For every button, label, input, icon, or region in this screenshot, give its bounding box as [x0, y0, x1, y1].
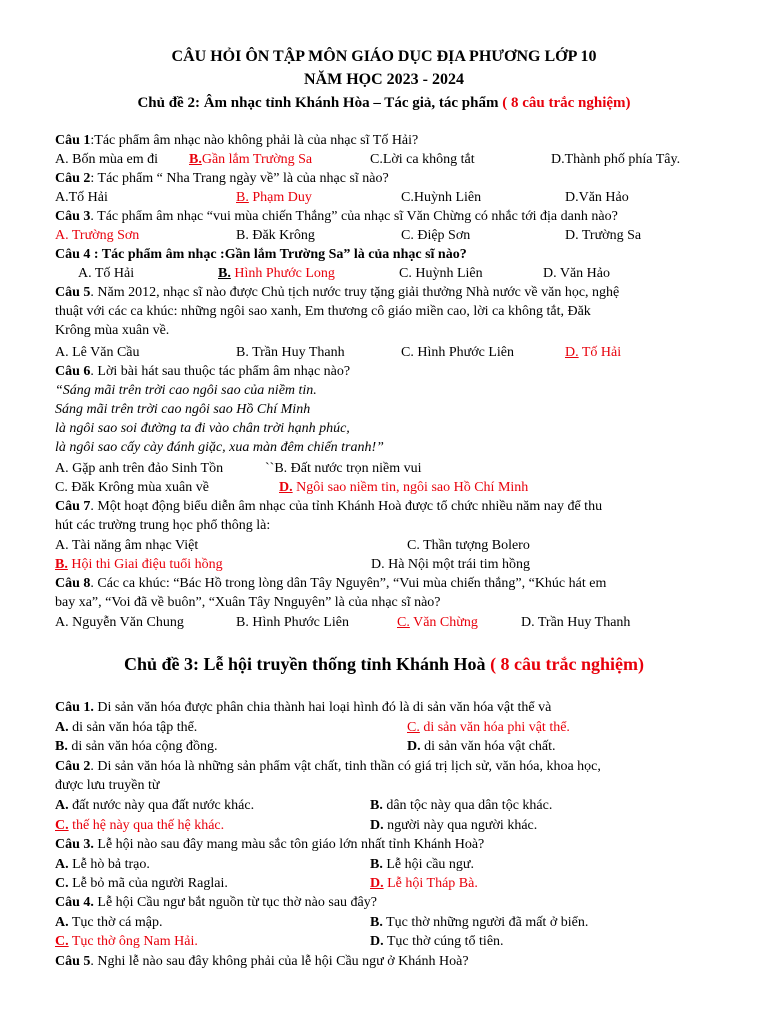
- option-a: A. Tài năng âm nhạc Việt: [55, 538, 199, 553]
- option-d-correct: [565, 343, 621, 362]
- question: [55, 131, 418, 150]
- option-a: A. Nguyễn Văn Chung: [55, 615, 184, 630]
- question-label: Câu 7: [55, 499, 91, 514]
- question-text: . Năm 2012, nhạc sĩ nào được Chủ tịch nước truy tặng giải thưởng Nhà nước về văn học, nghệ: [90, 285, 620, 300]
- question-text: :Tác phẩm âm nhạc nào không phải là của nhạc sĩ Tố Hải?: [90, 133, 419, 148]
- topic-2-heading: [0, 93, 768, 113]
- topic-3-title: Chủ đề 3: Lễ hội truyền thống tỉnh Khánh Hoà: [123, 654, 491, 674]
- option-letter: C.: [407, 720, 420, 735]
- option-text: Tục thờ những người đã mất ở biển.: [382, 915, 589, 930]
- question-text-cont: hút các trường trung học phổ thông là:: [55, 518, 271, 533]
- option-letter: B.: [55, 557, 68, 572]
- option-b: [370, 855, 474, 874]
- question: [55, 835, 484, 854]
- option-a: A. Lê Văn Cầu: [55, 345, 140, 360]
- question-text: . Tác phẩm âm nhạc “vui mùa chiến Thắng” của nhạc sĩ Văn Chừng có nhắc tới địa danh nào?: [90, 209, 618, 224]
- question-text: . Di sản văn hóa là những sản phẩm vật chất, tinh thần có giá trị lịch sử, văn hóa, khoa học,: [90, 759, 601, 774]
- option-text: Lễ hò bả trạo.: [68, 857, 150, 872]
- question-label: Câu 3: [55, 209, 91, 224]
- option-c: C. Thần tượng Bolero: [407, 538, 530, 553]
- option-letter: D.: [279, 480, 293, 495]
- option-text: di sản văn hóa tập thể.: [68, 720, 198, 735]
- question-text: . Lời bài hát sau thuộc tác phẩm âm nhạc nào?: [90, 364, 351, 379]
- option-letter: B.: [236, 190, 249, 205]
- school-year: NĂM HỌC 2023 - 2024: [304, 71, 464, 88]
- option-d: [370, 816, 537, 835]
- question-label: Câu 2: [55, 171, 91, 186]
- option-text: dân tộc này qua dân tộc khác.: [382, 798, 553, 813]
- option-text: Hình Phước Long: [230, 266, 335, 281]
- topic-3-heading: [0, 653, 768, 675]
- question: [55, 169, 389, 188]
- option-c: C. Đăk Krông mùa xuân về: [55, 480, 209, 495]
- topic-2-title: Chủ đề 2: Âm nhạc tỉnh Khánh Hòa – Tác giả, tác phẩm: [137, 95, 503, 111]
- question-label: Câu 2: [55, 759, 91, 774]
- option-b: B. Trần Huy Thanh: [236, 345, 345, 360]
- question-label: Câu 1: [55, 133, 91, 148]
- question: [55, 497, 602, 516]
- question-text: Di sản văn hóa được phân chia thành hai loại hình đó là di sản văn hóa vật thể và: [93, 700, 552, 715]
- option-letter: C.: [55, 818, 69, 833]
- option-text: Ngôi sao niềm tin, ngôi sao Hồ Chí Minh: [292, 480, 529, 495]
- option-d: [407, 737, 556, 756]
- option-c: C.Huỳnh Liên: [401, 190, 482, 205]
- option-a: A.Tố Hải: [55, 190, 108, 205]
- option-a: [55, 796, 254, 815]
- option-letter: A.: [55, 915, 69, 930]
- question-label: Câu 4.: [55, 895, 94, 910]
- option-text: Phạm Duy: [248, 190, 312, 205]
- option-d: D.Thành phố phía Tây.: [551, 152, 681, 167]
- option-c: [55, 874, 228, 893]
- option-d: D. Trần Huy Thanh: [521, 615, 631, 630]
- option-a: A. Tố Hải: [78, 266, 135, 281]
- option-b-correct: [236, 188, 312, 207]
- option-text: Tục thờ ông Nam Hải.: [68, 934, 198, 949]
- topic-2-count: ( 8 câu trắc nghiệm): [502, 95, 631, 111]
- option-text: di sản văn hóa cộng đồng.: [67, 739, 218, 754]
- question-label: Câu 6: [55, 364, 91, 379]
- option-a: [55, 855, 150, 874]
- question: [55, 952, 469, 971]
- option-letter: C.: [55, 876, 69, 891]
- question-text: . Nghi lễ nào sau đây không phải của lễ hội Cầu ngư ở Khánh Hoà?: [90, 954, 469, 969]
- question: [55, 757, 601, 776]
- question-label: Câu 5: [55, 285, 91, 300]
- option-c: C. Hình Phước Liên: [401, 345, 514, 360]
- question-text: Lễ hội nào sau đây mang màu sắc tôn giáo lớn nhất tỉnh Khánh Hoà?: [93, 837, 485, 852]
- question: [55, 893, 377, 912]
- option-letter: A.: [55, 857, 69, 872]
- option-text: Gần lắm Trường Sa: [201, 152, 313, 167]
- document-title: CÂU HỎI ÔN TẬP MÔN GIÁO DỤC ĐỊA PHƯƠNG LỚP 10: [171, 48, 597, 65]
- question-text: . Các ca khúc: “Bác Hồ trong lòng dân Tây Nguyên”, “Vui mùa chiến thắng”, “Khúc hát em: [90, 576, 607, 591]
- option-text: thế hệ này qua thế hệ khác.: [68, 818, 225, 833]
- option-c: C. Điệp Sơn: [401, 228, 471, 243]
- option-d-correct: [370, 874, 478, 893]
- option-letter: B.: [218, 266, 231, 281]
- option-c: C.Lời ca không tắt: [370, 152, 475, 167]
- question: [55, 574, 606, 593]
- question: [55, 283, 619, 302]
- option-d: [370, 932, 504, 951]
- option-b: [370, 913, 588, 932]
- option-b: ``B. Đất nước trọn niềm vui: [265, 461, 422, 476]
- lyric-line: “Sáng mãi trên trời cao ngôi sao của niềm tin.: [55, 383, 317, 398]
- question: Câu 4 : Tác phẩm âm nhạc :Gần lắm Trường Sa” là của nhạc sĩ nào?: [55, 247, 467, 262]
- option-letter: D.: [370, 934, 384, 949]
- option-text: Hội thi Giai điệu tuổi hồng: [67, 557, 223, 572]
- option-text: Lễ bỏ mã của người Raglai.: [68, 876, 228, 891]
- option-letter: B.: [370, 915, 383, 930]
- option-c-correct: [55, 816, 224, 835]
- option-letter: C.: [55, 934, 69, 949]
- question-label: Câu 1.: [55, 700, 94, 715]
- question-label: Câu 8: [55, 576, 91, 591]
- option-c: C. Huỳnh Liên: [399, 266, 483, 281]
- option-text: người này qua người khác.: [383, 818, 538, 833]
- option-letter: B.: [370, 798, 383, 813]
- option-text: Lễ hội Tháp Bà.: [383, 876, 478, 891]
- lyric-line: là ngôi sao soi đường ta đi vào chân trời hạnh phúc,: [55, 421, 350, 436]
- option-letter: D.: [407, 739, 421, 754]
- lyric-line: Sáng mãi trên trời cao ngôi sao Hồ Chí Minh: [55, 402, 311, 417]
- lyric-line: là ngôi sao cấy cày đánh giặc, xua màn đêm chiến tranh!”: [55, 440, 384, 455]
- question: [55, 362, 350, 381]
- question-text-cont: bay xa”, “Voi đã về buôn”, “Xuân Tây Nnguyên” là của nhạc sĩ nào?: [55, 595, 441, 610]
- option-d-correct: [279, 478, 528, 497]
- option-text: di sản văn hóa phi vật thể.: [419, 720, 570, 735]
- option-text: Tục thờ cá mập.: [68, 915, 163, 930]
- option-a-correct: A. Trường Sơn: [55, 228, 140, 243]
- option-d: D. Trường Sa: [565, 228, 642, 243]
- option-text: Tục thờ cúng tổ tiên.: [383, 934, 504, 949]
- question-label: Câu 5: [55, 954, 91, 969]
- option-d: D. Hà Nội một trái tim hồng: [371, 557, 531, 572]
- option-text: Lễ hội cầu ngư.: [382, 857, 475, 872]
- question-text-cont: Krông mùa xuân về.: [55, 323, 170, 338]
- option-b: B. Đăk Krông: [236, 228, 315, 243]
- option-c-correct: [407, 718, 570, 737]
- question-label: Câu 3.: [55, 837, 94, 852]
- question-text: . Một hoạt động biểu diễn âm nhạc của tỉnh Khánh Hoà được tổ chức nhiều năm nay để thu: [90, 499, 603, 514]
- option-b-correct: [218, 264, 335, 283]
- option-letter: D.: [370, 818, 384, 833]
- option-b: B. Hình Phước Liên: [236, 615, 349, 630]
- question-text-cont: thuật với các ca khúc: những ngôi sao xanh, Em thương cô giáo miền cao, lời ca không tắt, Đăk: [55, 304, 591, 319]
- option-letter: D.: [370, 876, 384, 891]
- option-c-correct: [397, 613, 478, 632]
- option-b: [55, 737, 218, 756]
- option-d: D. Văn Hảo: [543, 266, 611, 281]
- option-b: [370, 796, 552, 815]
- option-letter: B.: [370, 857, 383, 872]
- option-text: Văn Chừng: [409, 615, 478, 630]
- question-text: : Tác phẩm “ Nha Trang ngày về” là của nhạc sĩ nào?: [90, 171, 389, 186]
- option-text: Tố Hải: [578, 345, 622, 360]
- option-b-correct: [189, 150, 312, 169]
- topic-3-count: ( 8 câu trắc nghiệm): [490, 654, 645, 674]
- option-letter: D.: [565, 345, 579, 360]
- option-text: đất nước này qua đất nước khác.: [68, 798, 255, 813]
- option-letter: B.: [189, 152, 202, 167]
- question: [55, 698, 551, 717]
- option-a: [55, 718, 197, 737]
- option-a: A. Gặp anh trên đảo Sinh Tồn: [55, 461, 224, 476]
- option-text: di sản văn hóa vật chất.: [420, 739, 556, 754]
- option-a: [55, 913, 162, 932]
- option-letter: B.: [55, 739, 68, 754]
- option-d: D.Văn Hảo: [565, 190, 629, 205]
- option-letter: C.: [397, 615, 410, 630]
- option-c-correct: [55, 932, 198, 951]
- option-b-correct: [55, 555, 223, 574]
- question-text: Lễ hội Cầu ngư bắt nguồn từ tục thờ nào sau đây?: [93, 895, 377, 910]
- option-a: A. Bốn mùa em đi: [55, 152, 159, 167]
- question: [55, 207, 618, 226]
- option-letter: A.: [55, 720, 69, 735]
- question-text-cont: được lưu truyền từ: [55, 778, 160, 793]
- option-letter: A.: [55, 798, 69, 813]
